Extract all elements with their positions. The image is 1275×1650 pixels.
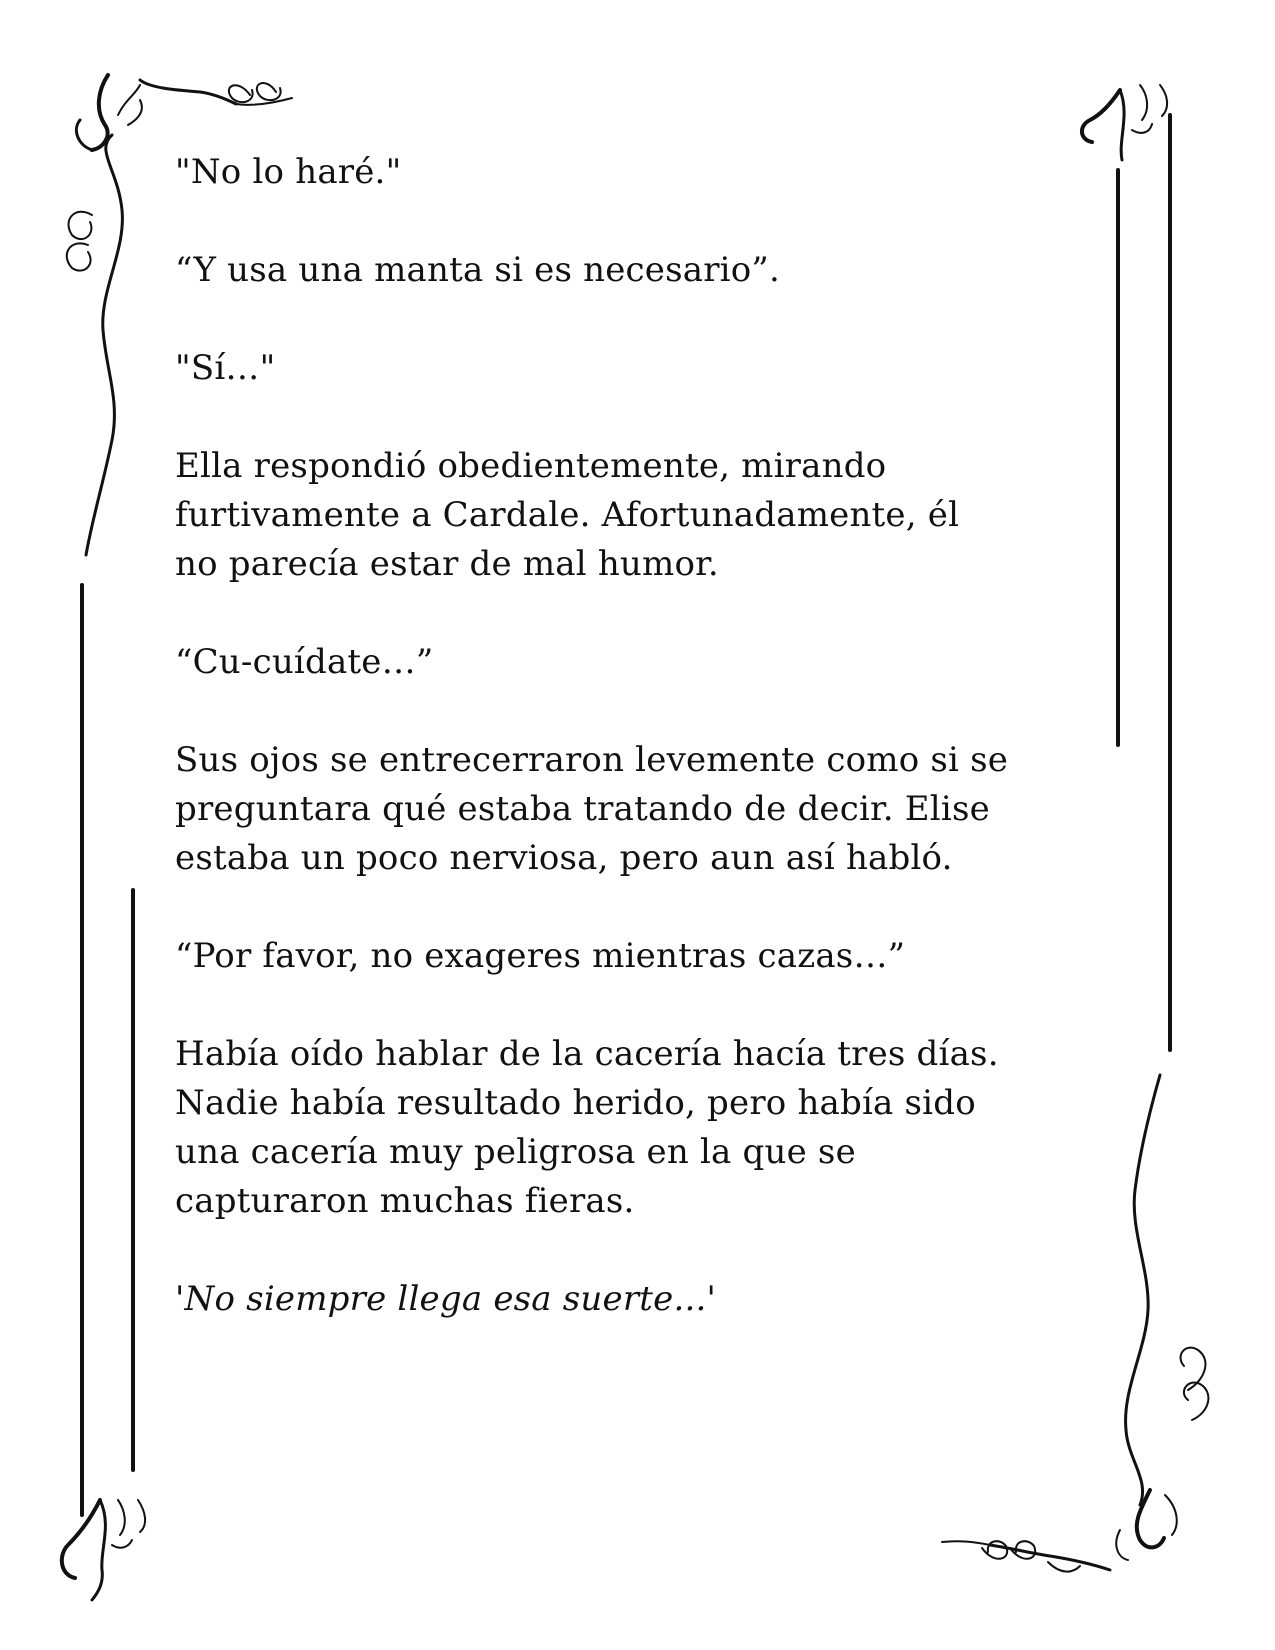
paragraph-dialogue-4: “Cu-cuídate…”: [175, 642, 434, 682]
paragraph-narration-3: Había oído hablar de la cacería hacía tres días. Nadie había resultado herido, pero había sido una cacería muy peligrosa en la que se capturaron muchas fieras.: [175, 1034, 999, 1221]
paragraph-narration-1: Ella respondió obedientemente, mirando furtivamente a Cardale. Afortunadamente, él no parecía estar de mal humor.: [175, 446, 960, 584]
paragraph-thought: 'No siempre llega esa suerte...': [175, 1279, 717, 1319]
paragraph-narration-2: Sus ojos se entrecerraron levemente como si se preguntara qué estaba tratando de decir. Elise estaba un poco nerviosa, pero aun así habló.: [175, 740, 1009, 878]
paragraph-dialogue-1: "No lo haré.": [175, 152, 402, 192]
story-text: [175, 148, 1115, 1373]
flourish-bottom-left: [62, 1500, 145, 1600]
paragraph-dialogue-3: "Sí…": [175, 348, 276, 388]
paragraph-dialogue-5: “Por favor, no exageres mientras cazas…”: [175, 936, 906, 976]
paragraph-dialogue-2: “Y usa una manta si es necesario”.: [175, 250, 781, 290]
